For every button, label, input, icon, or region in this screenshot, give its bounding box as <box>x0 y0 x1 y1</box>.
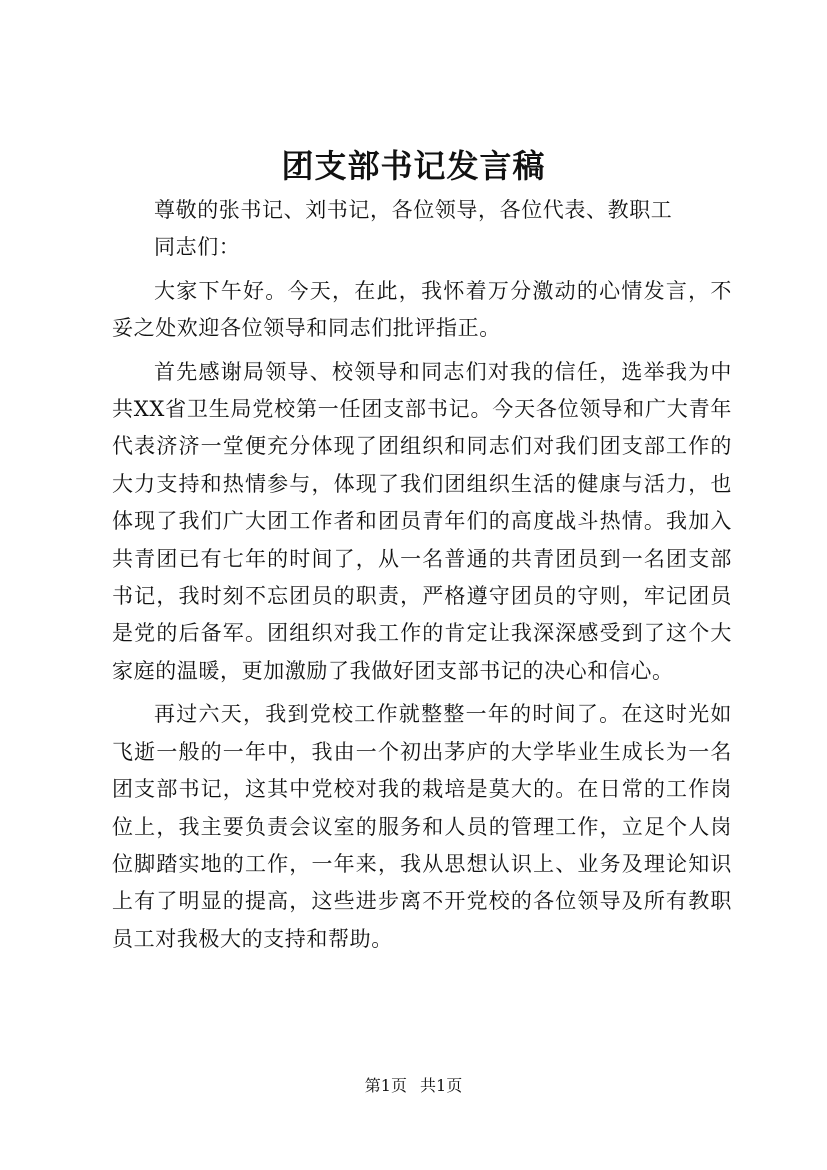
paragraph-3: 再过六天，我到党校工作就整整一年的时间了。在这时光如飞逝一般的一年中，我由一个初出茅庐的大学毕业生成长为一名团支部书记，这其中党校对我的栽培是莫大的。在日常的工作岗位上，我主要负责会议室的服务和人员的管理工作，立足个人岗位脚踏实地的工作，一年来，我从思想认识上、业务及理论知识上有了明显的提高，这些进步离不开党校的各位领导及所有教职员工对我极大的支持和帮助。 <box>112 702 732 951</box>
page-count: 共1页 <box>420 1076 463 1095</box>
page-number: 第1页 <box>364 1076 407 1095</box>
salutation-line-1: 尊敬的张书记、刘书记，各位领导，各位代表、教职工 <box>154 198 673 222</box>
salutation-line-2: 同志们： <box>154 235 241 260</box>
document-title: 团支部书记发言稿 <box>281 147 546 185</box>
paragraph-1: 大家下午好。今天，在此，我怀着万分激动的心情发言，不妥之处欢迎各位领导和同志们批评指正。 <box>112 278 732 341</box>
document-body <box>112 192 732 958</box>
paragraph-2: 首先感谢局领导、校领导和同志们对我的信任，选举我为中共XX省卫生局党校第一任团支部书记。今天各位领导和广大青年代表济济一堂便充分体现了团组织和同志们对我们团支部工作的大力支持和热情参与，体现了我们团组织生活的健康与活力，也体现了我们广大团工作者和团员青年们的高度战斗热情。我加入共青团已有七年的时间了，从一名普通的共青团员到一名团支部书记，我时刻不忘团员的职责，严格遵守团员的守则，牢记团员是党的后备军。团组织对我工作的肯定让我深深感受到了这个大家庭的温暖，更加激励了我做好团支部书记的决心和信心。 <box>112 359 732 683</box>
page-footer <box>0 1075 827 1097</box>
